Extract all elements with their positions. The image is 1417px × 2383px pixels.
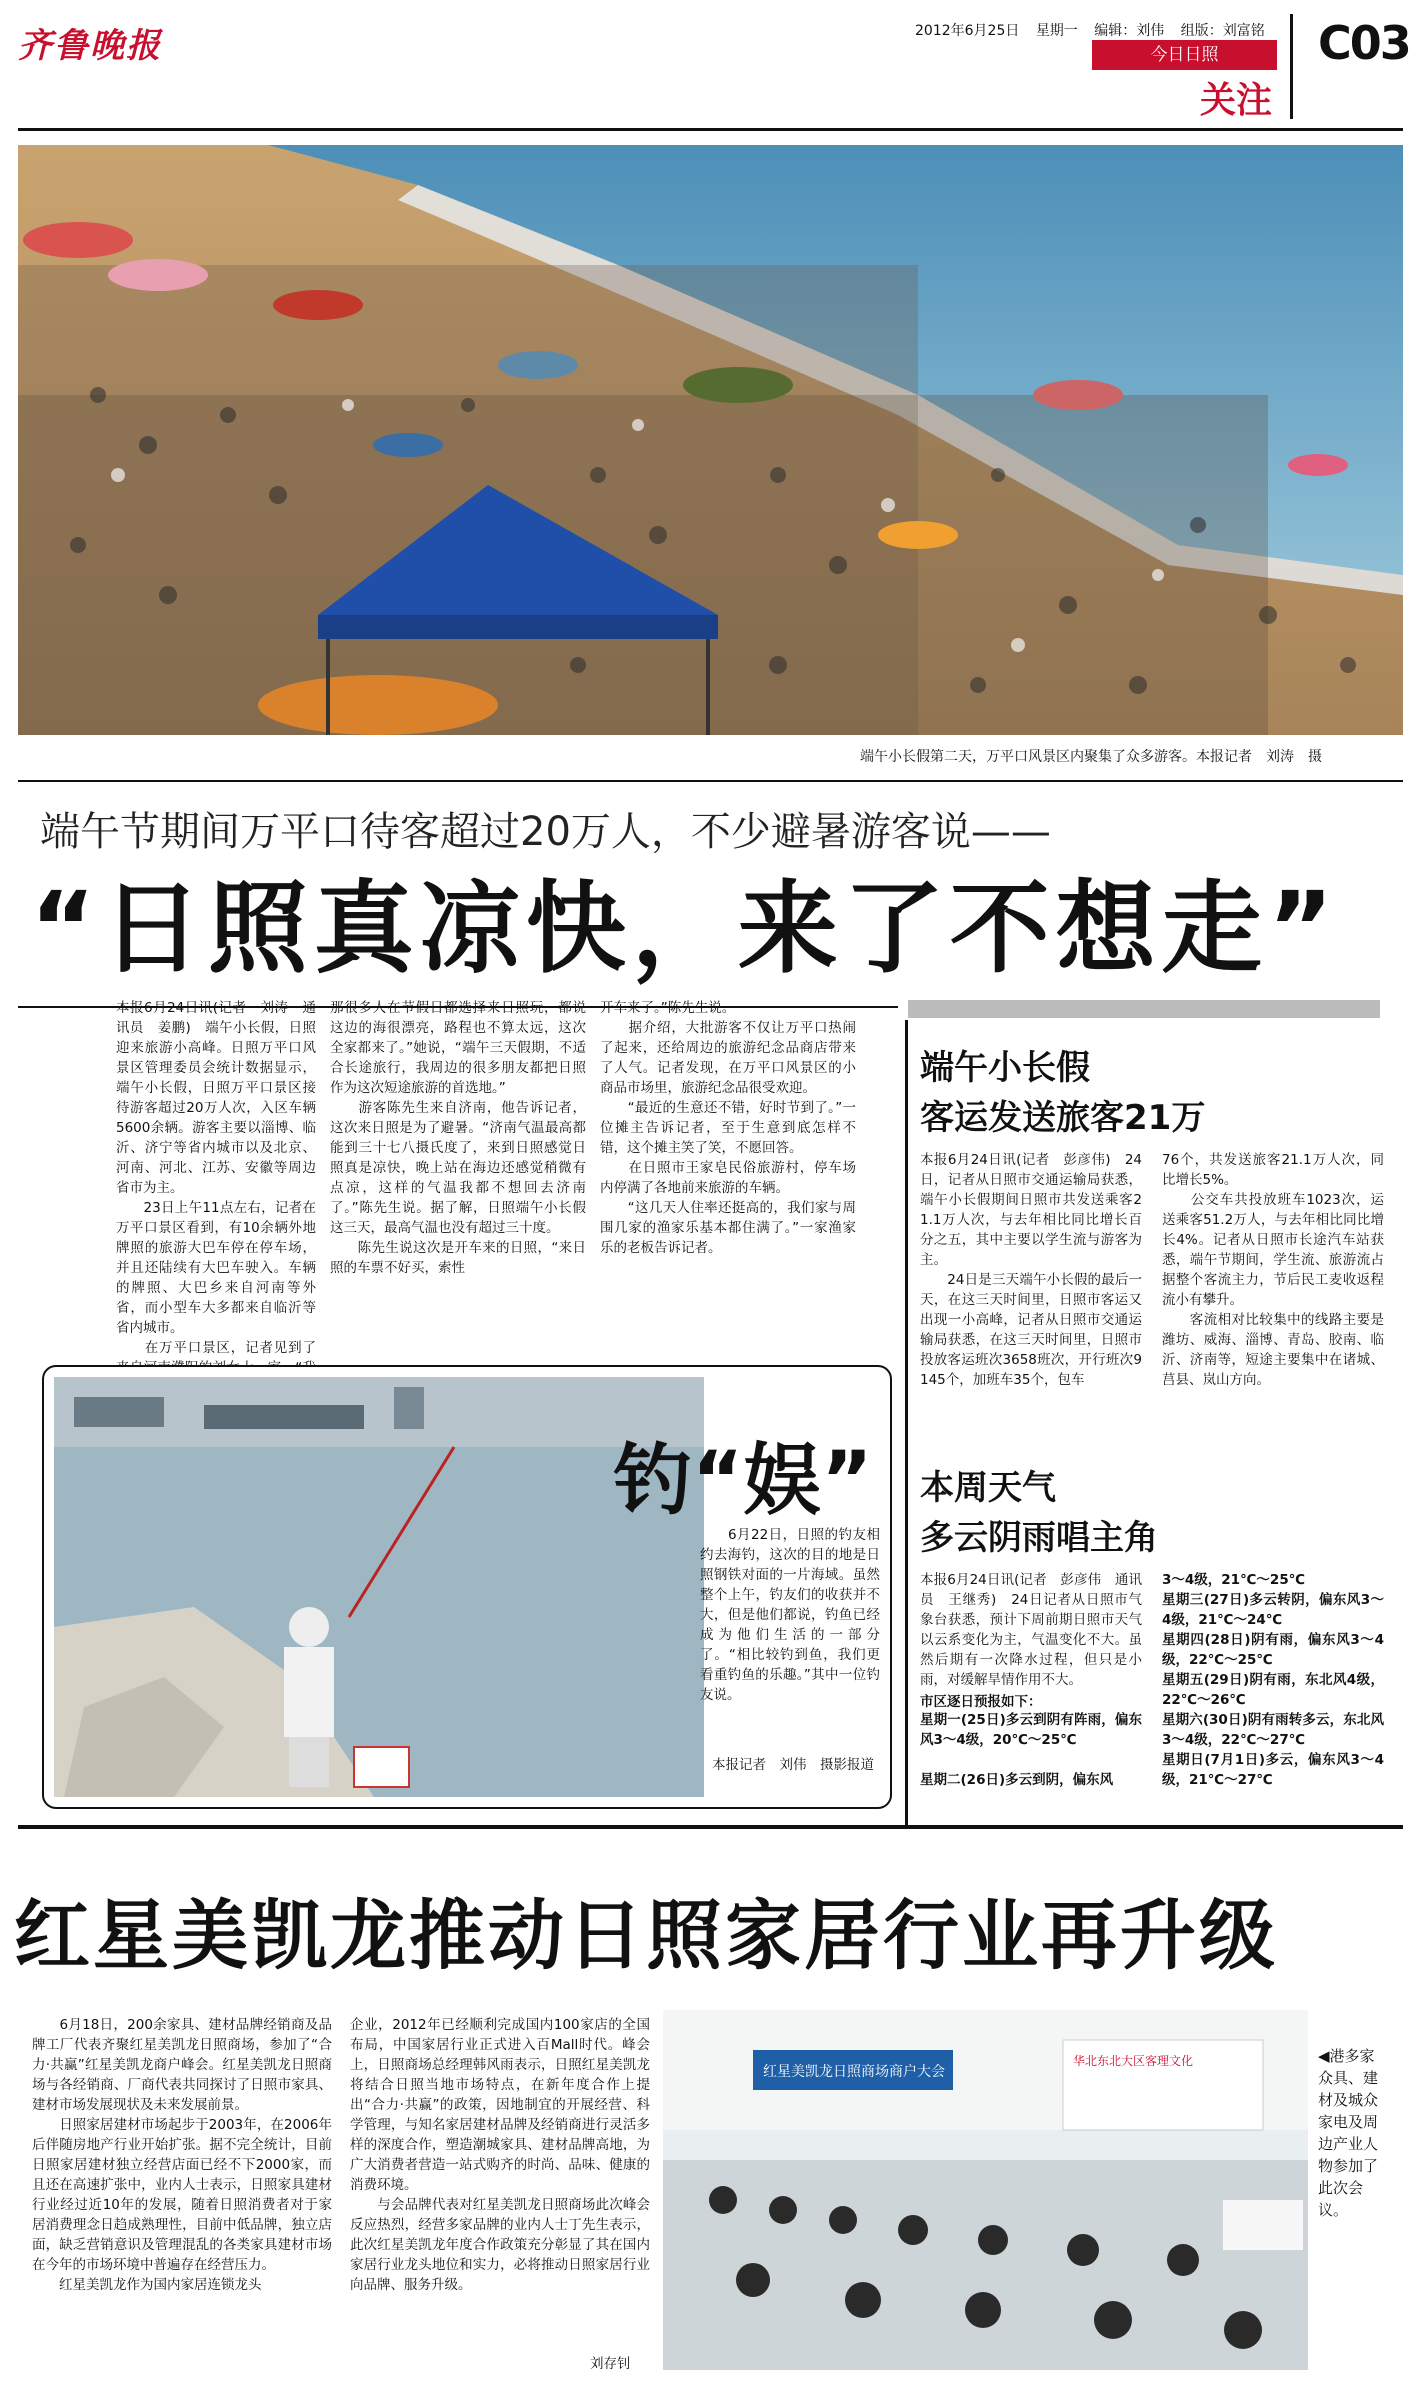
- fishing-photo-title: 钓“娱”: [614, 1436, 873, 1526]
- ad-story-col2: 企业，2012年已经顺利完成国内100家店的全国布局，中国家居行业正式进入百Mall时代。峰会上，日照商场总经理韩风雨表示，日照红星美凯龙将结合日照当地市场特点，在新年度合作上提出“合力·共赢”的政策，因地制宜的开展经营、科学管理，与知名家居建材品牌及经销商进行灵活多样的深度合作，塑造潮城家具、建材品牌高地，为广大消费者营造一站式购齐的时尚、品味、健康的消费环境。 与会品牌代表对红星美凯龙日照商场此次峰会反应热烈，经营多家品牌的业内人士丁先生表示，此次红星美凯龙年度合作政策充分彰显了其在国内家居行业龙头地位和实力，必将推动日照家居行业向品牌、服务升级。: [350, 2017, 650, 2293]
- beach-crowd-illustration: [18, 145, 1403, 735]
- forecast-day-1: 星期一(25日)多云到阴有阵雨，偏东风3～4级，20℃～25℃: [920, 1712, 1142, 1748]
- forecast-day-4: 星期四(28日)阴有雨，偏东风3～4级，22℃～25℃: [1162, 1632, 1384, 1668]
- page-number: C03: [1318, 16, 1410, 70]
- transport-headline-line2: 客运发送旅客21万: [920, 1098, 1206, 1138]
- transport-story-col1: 本报6月24日讯(记者 彭彦伟) 24日，记者从日照市交通运输局获悉，端午小长假期间日照市共发送乘客21.1万人次，与去年相比同比增长百分之五，其中主要以学生流与游客为主。 24日是三天端午小长假的最后一天，在这三天时间里，日照市客运又出现一小高峰，记者从日照市交通运输局获悉，在这三天时间里，日照市投放客运班次3658班次，开行班次9145个，加班车35个，包车: [920, 1152, 1142, 1388]
- fishing-photo-caption: 6月22日，日照的钓友相约去海钓，这次的目的地是日照钢铁对面的一片海域。虽然整个上午，钓友们的收获并不大，但是他们都说，钓鱼已经成为他们生活的一部分了。“相比较钓到鱼，我们更看重钓鱼的乐趣。”其中一位钓友说。: [700, 1527, 880, 1703]
- lead-headline: “日照真凉快，来了不想走”: [30, 870, 1340, 987]
- lead-kicker: 端午节期间万平口待客超过20万人，不少避暑游客说——: [40, 809, 1051, 855]
- conference-slogan-text: 华北东北大区客理文化: [1073, 2054, 1194, 2068]
- layout-credit: 组版：刘富铭: [1180, 23, 1265, 39]
- transport-headline-line1: 端午小长假: [920, 1048, 1090, 1088]
- issue-date: 2012年6月25日: [915, 23, 1020, 39]
- forecast-day-2: 星期二(26日)多云到阴，偏东风: [920, 1772, 1114, 1788]
- header-divider: [1290, 14, 1293, 119]
- sidebar-grey-bar: [908, 1000, 1380, 1018]
- hero-rule: [18, 780, 1403, 782]
- hero-photo-beach-crowd: [18, 145, 1403, 735]
- newspaper-logo: 齐鲁晚报: [18, 26, 162, 66]
- editor-credit: 编辑：刘伟: [1094, 23, 1165, 39]
- section-topic: 关注: [1200, 80, 1273, 121]
- forecast-day-2-cont: 3～4级，21℃～25℃: [1162, 1572, 1306, 1588]
- fishing-photo-credit: 本报记者 刘伟 摄影报道: [712, 1757, 874, 1773]
- forecast-day-6: 星期六(30日)阴有雨转多云，东北风3～4级，22℃～27℃: [1162, 1712, 1384, 1748]
- section-label: 今日日照: [1092, 40, 1277, 70]
- weather-story-intro: 本报6月24日讯(记者 彭彦伟 通讯员 王继秀) 24日记者从日照市气象台获悉，预计下周前期日照市天气以云系变化为主，气温变化不大。虽然后期有一次降水过程，但只是小雨，对缓解旱情作用不大。: [920, 1572, 1142, 1688]
- section-rule: [18, 1825, 1403, 1829]
- hero-photo-caption: 端午小长假第二天，万平口风景区内聚集了众多游客。本报记者 刘涛 摄: [860, 749, 1322, 765]
- transport-story-col2: 76个，共发送旅客21.1万人次，同比增长5%。 公交车共投放班车1023次，运送乘客51.2万人，与去年相比同比增长4%。记者从日照市长途汽车站获悉，端午节期间，学生流、旅游流占据整个客流主力，节后民工麦收返程流小有攀升。 客流相对比较集中的线路主要是潍坊、威海、淄博、青岛、胶南、临沂、济南等，短途主要集中在诸城、莒县、岚山方向。: [1162, 1152, 1384, 1388]
- conference-photo: [663, 2010, 1308, 2370]
- ad-byline: 刘存钊: [590, 2356, 631, 2372]
- conference-banner-text: 红星美凯龙日照商场商户大会: [763, 2064, 945, 2080]
- column-divider: [905, 1020, 908, 1825]
- weather-headline-line1: 本周天气: [920, 1468, 1056, 1508]
- lead-story-col2: 那很多人在节假日都选择来日照玩，都说这边的海很漂亮，路程也不算太远，这次全家都来了。”她说，“端午三天假期，不适合长途旅行，我周边的很多朋友都把日照作为这次短途旅游的首选地。” 游客陈先生来自济南，他告诉记者，这次来日照是为了避暑。“济南气温最高都能到三十七八摄氏度了，来到日照感觉日照真是凉快，晚上站在海边还感觉稍微有点凉，这样的气温我都不想回去济南了。”陈先生说。据了解，日照端午小长假这三天，最高气温也没有超过三十度。 陈先生说这次是开车来的日照，“来日照的车票不好买，索性: [330, 1000, 586, 1276]
- ad-story-col1: 6月18日，200余家具、建材品牌经销商及品牌工厂代表齐聚红星美凯龙日照商场，参加了“合力·共赢”红星美凯龙商户峰会。红星美凯龙日照商场与各经销商、厂商代表共同探讨了日照市家具、建材市场发展现状及未来发展前景。 日照家居建材市场起步于2003年，在2006年后伴随房地产行业开始扩张。据不完全统计，目前日照家居建材独立经营店面已经不下2000家，而且还在高速扩张中，业内人士表示，日照家具建材行业经过近10年的发展，随着日照消费者对于家居消费理念日趋成熟理性，目前中低品牌，独立店面，缺乏营销意识及管理混乱的各类家具建材市场在今年的市场环境中普遍存在经营压力。 红星美凯龙作为国内家居连锁龙头: [32, 2017, 332, 2293]
- ad-headline: 红星美凯龙推动日照家居行业再升级: [14, 1891, 1278, 1980]
- lead-story-col3: 开车来了。”陈先生说。 据介绍，大批游客不仅让万平口热闹了起来，还给周边的旅游纪念品商店带来了人气。记者发现，在万平口风景区的小商品市场里，旅游纪念品很受欢迎。 “最近的生意还不错，好时节到了。”一位摊主告诉记者，至于生意到底怎样不错，这个摊主笑了笑，不愿回答。 在日照市王家皂民俗旅游村，停车场内停满了各地前来旅游的车辆。 “这几天人住率还挺高的，我们家与周围几家的渔家乐基本都住满了。”一家渔家乐的老板告诉记者。: [600, 1000, 856, 1256]
- issue-weekday: 星期一: [1035, 23, 1078, 39]
- conference-illustration: [663, 2010, 1308, 2370]
- forecast-title: 市区逐日预报如下：: [920, 1694, 1042, 1710]
- masthead-rule: [18, 128, 1403, 131]
- header-meta: [915, 20, 1277, 40]
- weather-headline-line2: 多云阴雨唱主角: [920, 1518, 1158, 1558]
- lead-story-col1: 本报6月24日讯(记者 刘涛 通讯员 姜鹏) 端午小长假，日照迎来旅游小高峰。日照万平口风景区管理委员会统计数据显示，端午小长假，日照万平口景区接待游客超过20万人次，入区车辆5600余辆。游客主要以淄博、临沂、济宁等省内城市以及北京、河南、河北、江苏、安徽等周边省市为主。 23日上午11点左右，记者在万平口景区看到，有10余辆外地牌照的旅游大巴车停在停车场，并且还陆续有大巴车驶入。车辆的牌照、大巴乡来自河南等外省，而小型车大多都来自临沂等省内城市。 在万平口景区，记者见到了: [116, 1000, 316, 1356]
- forecast-day-3: 星期三(27日)多云转阴，偏东风3～4级，21℃～24℃: [1162, 1592, 1384, 1628]
- forecast-day-5: 星期五(29日)阴有雨，东北风4级，22℃～26℃: [1162, 1672, 1384, 1708]
- conference-photo-caption: ◀港多家众具、建材及城众家电及周边产业人物参加了此次会议。: [1318, 2047, 1379, 2219]
- forecast-day-7: 星期日(7月1日)多云，偏东风3～4级，21℃～27℃: [1162, 1752, 1384, 1788]
